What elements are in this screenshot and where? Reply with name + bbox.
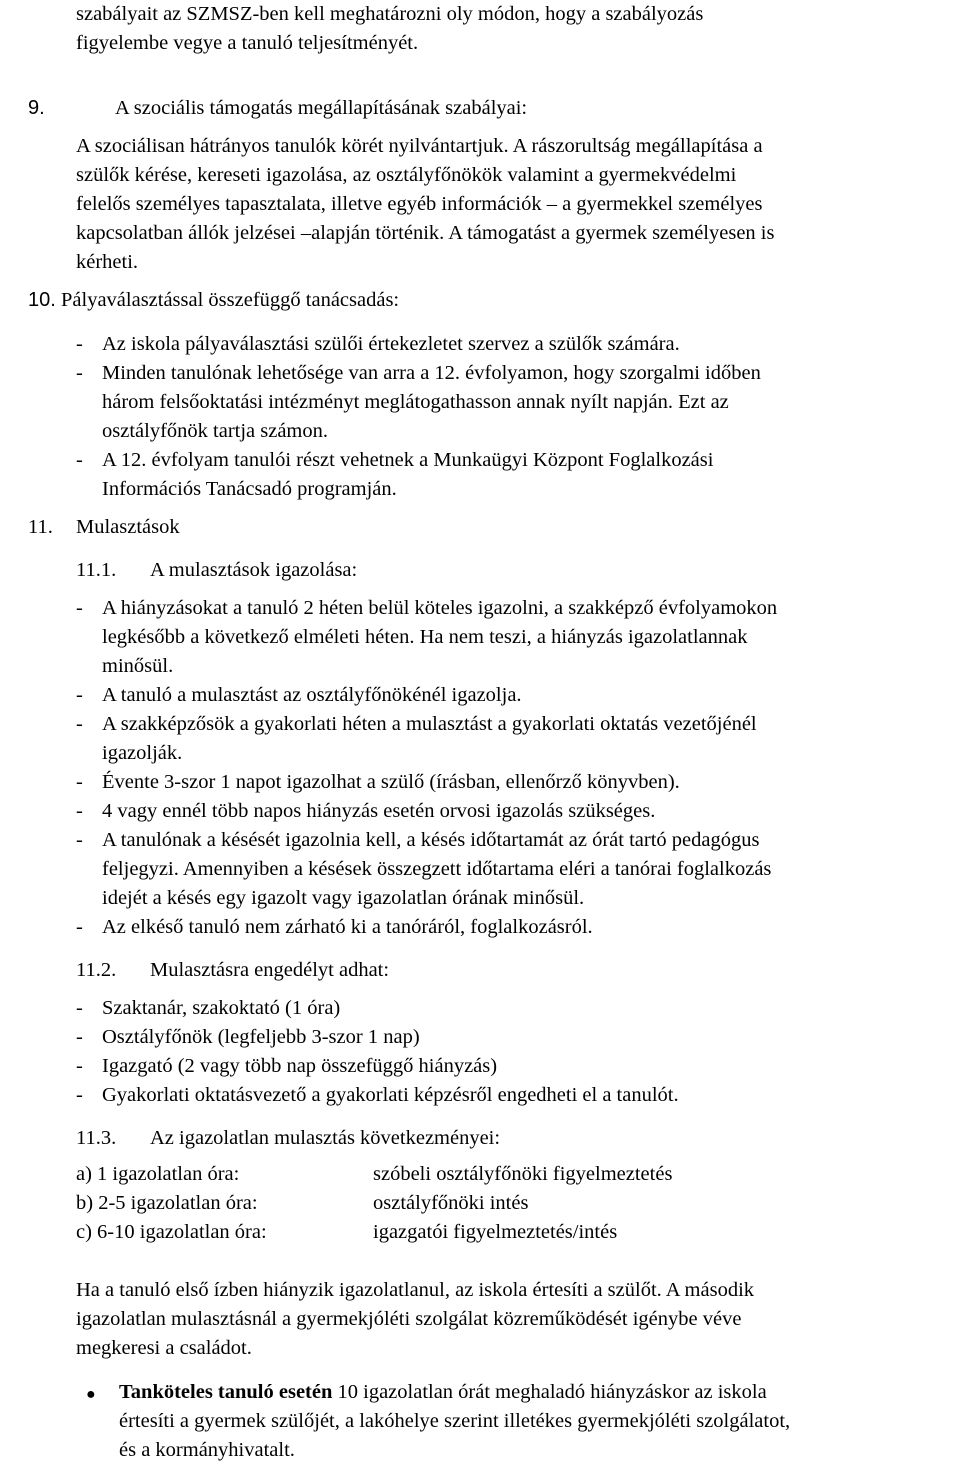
section-11-1-number: 11.1. bbox=[76, 559, 117, 581]
section-9-title: A szociális támogatás megállapításának szabályai: bbox=[115, 97, 528, 119]
list-item: A hiányzásokat a tanuló 2 héten belül köteles igazolni, a szakképző évfolyamokon bbox=[102, 597, 778, 619]
consequence-hours: b) 2-5 igazolatlan óra: bbox=[76, 1192, 258, 1214]
consequence-action: szóbeli osztályfőnöki figyelmeztetés bbox=[373, 1163, 673, 1185]
consequence-action: osztályfőnöki intés bbox=[373, 1192, 529, 1214]
list-dash: - bbox=[76, 333, 83, 355]
list-item: A tanuló a mulasztást az osztályfőnökénél igazolja. bbox=[102, 684, 522, 706]
list-dash: - bbox=[76, 1084, 83, 1106]
bullet-icon: ● bbox=[86, 1386, 96, 1403]
list-item-continued: osztályfőnök tartja számon. bbox=[102, 420, 329, 442]
consequence-row bbox=[76, 1218, 618, 1247]
closing-line-2: igazolatlan mulasztásnál a gyermekjóléti szolgálat közreműködését igénybe véve bbox=[76, 1308, 742, 1330]
section-10-title: Pályaválasztással összefüggő tanácsadás: bbox=[61, 289, 400, 311]
section-11-number: 11. bbox=[28, 516, 53, 538]
section-9-line-5: kérheti. bbox=[76, 251, 139, 273]
section-9-line-1: A szociálisan hátrányos tanulók körét nyilvántartjuk. A rászorultság megállapítása a bbox=[76, 135, 763, 157]
list-dash: - bbox=[76, 829, 83, 851]
section-10-number: 10. bbox=[28, 289, 56, 311]
list-item: A szakképzősök a gyakorlati héten a mulasztást a gyakorlati oktatás vezetőjénél bbox=[102, 713, 757, 735]
bullet-line-2: értesíti a gyermek szülőjét, a lakóhelye szerint illetékes gyermekjóléti szolgálatot, bbox=[119, 1410, 791, 1432]
closing-line-1: Ha a tanuló első ízben hiányzik igazolatlanul, az iskola értesíti a szülőt. A második bbox=[76, 1279, 755, 1301]
list-item-continued: legkésőbb a következő elméleti héten. Ha nem teszi, a hiányzás igazolatlannak bbox=[102, 626, 748, 648]
intro-line-2: figyelembe vegye a tanuló teljesítményét. bbox=[76, 32, 419, 54]
list-dash: - bbox=[76, 684, 83, 706]
list-item-continued: igazolják. bbox=[102, 742, 183, 764]
list-item-continued: három felsőoktatási intézményt meglátogathasson annak nyílt napján. Ezt az bbox=[102, 391, 729, 413]
section-11-2-title: Mulasztásra engedélyt adhat: bbox=[150, 959, 390, 981]
list-item: Osztályfőnök (legfeljebb 3-szor 1 nap) bbox=[102, 1026, 420, 1048]
list-dash: - bbox=[76, 1055, 83, 1077]
list-item: Igazgató (2 vagy több nap összefüggő hiányzás) bbox=[102, 1055, 498, 1077]
list-dash: - bbox=[76, 1026, 83, 1048]
section-9-line-3: felelős személyes tapasztalata, illetve egyéb információk – a gyermekkel személyes bbox=[76, 193, 763, 215]
section-11-2-number: 11.2. bbox=[76, 959, 117, 981]
consequence-hours: a) 1 igazolatlan óra: bbox=[76, 1163, 240, 1185]
list-dash: - bbox=[76, 713, 83, 735]
section-11-1-title: A mulasztások igazolása: bbox=[150, 559, 358, 581]
section-11-3-number: 11.3. bbox=[76, 1127, 117, 1149]
list-item: Az elkéső tanuló nem zárható ki a tanóráról, foglalkozásról. bbox=[102, 916, 593, 938]
list-dash: - bbox=[76, 771, 83, 793]
list-item: Minden tanulónak lehetősége van arra a 12. évfolyamon, hogy szorgalmi időben bbox=[102, 362, 761, 384]
consequence-row bbox=[76, 1160, 673, 1189]
bullet-text: 10 igazolatlan órát meghaladó hiányzáskor az iskola bbox=[332, 1381, 767, 1403]
list-dash: - bbox=[76, 916, 83, 938]
list-item-continued: Információs Tanácsadó programján. bbox=[102, 478, 397, 500]
list-dash: - bbox=[76, 800, 83, 822]
list-item: A 12. évfolyam tanulói részt vehetnek a Munkaügyi Központ Foglalkozási bbox=[102, 449, 714, 471]
list-dash: - bbox=[76, 997, 83, 1019]
section-11-3-title: Az igazolatlan mulasztás következményei: bbox=[150, 1127, 501, 1149]
consequence-hours: c) 6-10 igazolatlan óra: bbox=[76, 1221, 267, 1243]
section-9-number: 9. bbox=[28, 97, 45, 119]
list-dash: - bbox=[76, 449, 83, 471]
list-dash: - bbox=[76, 597, 83, 619]
list-item: A tanulónak a késését igazolnia kell, a késés időtartamát az órát tartó pedagógus bbox=[102, 829, 760, 851]
consequence-row bbox=[76, 1189, 529, 1218]
section-9-line-4: kapcsolatban állók jelzései –alapján történik. A támogatást a gyermek személyesen is bbox=[76, 222, 775, 244]
list-item: Gyakorlati oktatásvezető a gyakorlati képzésről engedheti el a tanulót. bbox=[102, 1084, 679, 1106]
section-11-title: Mulasztások bbox=[76, 516, 180, 538]
section-9-line-2: szülők kérése, kereseti igazolása, az osztályfőnökök valamint a gyermekvédelmi bbox=[76, 164, 737, 186]
list-dash: - bbox=[76, 362, 83, 384]
list-item: Évente 3-szor 1 napot igazolhat a szülő (írásban, ellenőrző könyvben). bbox=[102, 771, 680, 793]
closing-line-3: megkeresi a családot. bbox=[76, 1337, 252, 1359]
list-item: Szaktanár, szakoktató (1 óra) bbox=[102, 997, 341, 1019]
list-item: 4 vagy ennél több napos hiányzás esetén orvosi igazolás szükséges. bbox=[102, 800, 656, 822]
list-item-continued: idejét a késés egy igazolt vagy igazolatlan órának minősül. bbox=[102, 887, 585, 909]
list-item: Az iskola pályaválasztási szülői értekezletet szervez a szülők számára. bbox=[102, 333, 680, 355]
list-item-continued: feljegyzi. Amennyiben a késések összegzett időtartama eléri a tanórai foglalkozás bbox=[102, 858, 772, 880]
list-item-continued: minősül. bbox=[102, 655, 174, 677]
bullet-bold-text: Tanköteles tanuló esetén bbox=[119, 1381, 333, 1403]
consequence-action: igazgatói figyelmeztetés/intés bbox=[373, 1221, 618, 1243]
bullet-line-1 bbox=[119, 1378, 955, 1407]
bullet-line-3: és a kormányhivatalt. bbox=[119, 1439, 295, 1461]
intro-line-1: szabályait az SZMSZ-ben kell meghatározni oly módon, hogy a szabályozás bbox=[76, 3, 704, 25]
